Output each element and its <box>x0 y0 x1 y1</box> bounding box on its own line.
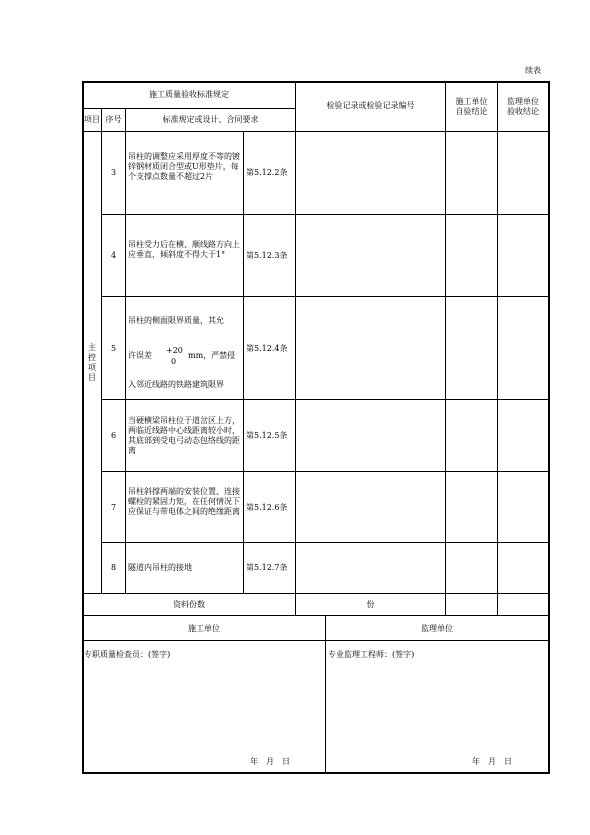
row-5-text-c: mm，严禁侵 <box>188 351 236 360</box>
continued-label: 续表 <box>525 66 541 75</box>
date-right: 年 月 日 <box>472 757 512 766</box>
v-seq <box>125 108 126 594</box>
row-8-text: 隧道内吊柱的接地 <box>128 563 192 572</box>
item-header: 项目 <box>84 115 100 124</box>
row-5-text-d: 入邻近线路的铁路建筑限界 <box>128 380 224 389</box>
row-8-clause: 第5.12.7条 <box>246 563 288 572</box>
record-header: 检验记录或检验记录编号 <box>326 101 415 110</box>
row-5-text-a: 吊柱的侧面限界质量，其允 <box>128 316 224 325</box>
row-6-clause: 第5.12.5条 <box>246 431 288 440</box>
v-sign <box>325 615 326 773</box>
row-3-text: 吊柱的调整应采用厚度不等的镀锌钢材质闭合型或U形垫片，每个支撑点数量不超过2片 <box>128 152 240 181</box>
supervisor-title: 监理单位 <box>421 624 453 633</box>
border-top <box>82 81 549 83</box>
row-3-clause: 第5.12.2条 <box>246 168 288 177</box>
constructor-header: 施工单位 自验结论 <box>455 97 488 116</box>
v-constructor <box>497 81 498 616</box>
category-label: 主控项目 <box>88 343 96 382</box>
doc-count-line <box>82 615 549 616</box>
border-left <box>82 81 84 774</box>
row-7-text: 吊柱斜撑两端的安装位置、连接螺栓的紧固力矩，在任何情况下应保证与带电体之间的绝缘距离 <box>128 487 240 516</box>
standard-header: 施工质量验收标准规定 <box>149 90 229 99</box>
row-line-5 <box>101 399 549 400</box>
doc-count-unit: 份 <box>366 600 375 609</box>
row-line-7 <box>101 542 549 543</box>
v-record <box>445 81 446 616</box>
row-line-3 <box>101 214 549 215</box>
supervisor-signer: 专业监理工程师：(签字) <box>328 650 415 659</box>
row-5-text-b: 许误差 <box>128 351 152 360</box>
constructor-title: 施工单位 <box>188 624 220 633</box>
row-7-clause: 第5.12.6条 <box>246 503 288 512</box>
header-split <box>82 108 295 109</box>
seq-3: 3 <box>110 168 117 177</box>
seq-6: 6 <box>110 431 117 440</box>
constructor-signer: 专职质量检查员：(签字) <box>84 650 171 659</box>
seq-4: 4 <box>110 251 117 260</box>
seq-7: 7 <box>110 503 117 512</box>
border-bottom <box>82 772 549 774</box>
row-4-clause: 第5.12.3条 <box>246 251 288 260</box>
seq-8: 8 <box>110 563 117 572</box>
sign-title-line <box>82 640 549 641</box>
requirement-header: 标准规定或设计、合同要求 <box>162 115 259 124</box>
header-bottom <box>82 131 549 132</box>
row-line-8 <box>82 593 549 594</box>
row-5-tol-up: +20 <box>166 346 183 355</box>
date-left: 年 月 日 <box>250 757 290 766</box>
row-4-text: 吊柱受力后在横、顺线路方向上应垂直，倾斜度不得大于1° <box>128 240 240 259</box>
row-5-tol-down: 0 <box>171 357 177 366</box>
v-text <box>243 131 244 594</box>
row-6-text: 当硬横梁吊柱位于道岔区上方，两临近线路中心线距离较小时，其底部到受电弓动态包络线的距离 <box>128 416 240 455</box>
row-line-6 <box>101 471 549 472</box>
supervisor-header: 监理单位 验收结论 <box>507 97 539 116</box>
border-right <box>548 81 550 774</box>
row-line-4 <box>101 296 549 297</box>
doc-count-label: 资料份数 <box>173 600 205 609</box>
seq-5: 5 <box>110 344 117 353</box>
seq-header: 序号 <box>105 115 122 124</box>
row-5-clause: 第5.12.4条 <box>246 344 288 353</box>
v-clause <box>295 81 296 616</box>
